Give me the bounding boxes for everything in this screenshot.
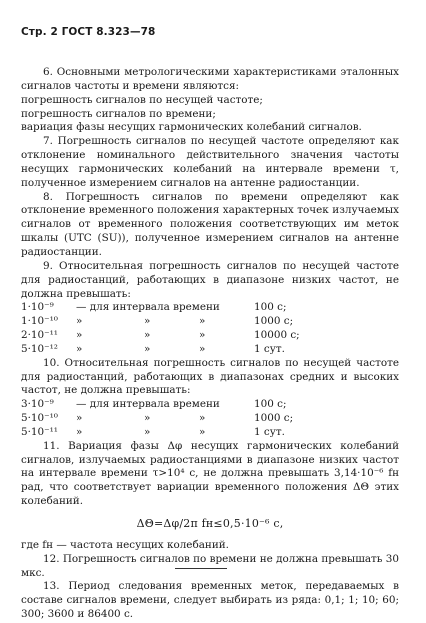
ditto-mark: » [199,412,206,425]
end-divider [175,568,227,569]
table-row [21,412,399,426]
table-cell-interval: 10000 с; [254,329,300,342]
paragraph-10: 10. Относительная погрешность сигналов по несущей частоте для радиостанций, работающих в диапазонах средних и высоких частот, не должна превышать: [21,356,399,397]
table-cell-interval: 1000 с; [254,315,294,328]
table-cell-text: — для интервала времени [76,398,220,411]
ditto-mark: » [144,425,151,438]
table-cell-value: 5·10⁻¹¹ [21,425,58,438]
paragraph-11: 11. Вариация фазы Δφ несущих гармонических колебаний сигналов, излучаемых радиостанциями в диапазоне низких частот на интервале времени τ>10⁴ с, не должна превышать 3,14·10⁻⁶ fн рад, что соответствует вариации временного положения ΔΘ этих колебаний. [21,439,399,508]
table-row [21,315,399,329]
paragraph-6: 6. Основными метрологическими характеристиками эталонных сигналов частоты и времени являются: [21,66,399,92]
list-item: вариация фазы несущих гармонических колебаний сигналов. [21,121,362,134]
paragraph-8: 8. Погрешность сигналов по времени определяют как отклонение временного положения характерных точек излучаемых сигналов от временного положения соответствующих им меток шкалы (UTC (SU)), полученное измерением сигналов на антенне радиостанции. [21,190,399,258]
table-row [21,343,399,357]
formula-explanation: где fн — частота несущих колебаний. [21,538,229,551]
table-row [21,301,399,315]
table-row [21,426,399,440]
table-cell-interval: 100 с; [254,398,287,411]
table-row [21,329,399,343]
tolerance-table-9 [21,301,399,356]
tolerance-table-10 [21,398,399,440]
document-body [21,66,399,622]
formula: ΔΘ=Δφ/2π fн≤0,5·10⁻⁶ с, [136,517,284,530]
list-item: погрешность сигналов по времени; [21,107,216,120]
ditto-mark: » [199,315,206,328]
list-item: погрешность сигналов по несущей частоте; [21,93,263,106]
table-cell-value: 2·10⁻¹¹ [21,329,58,342]
paragraph-13: 13. Период следования временных меток, передаваемых в составе сигналов времени, следует выбирать из ряда: 0,1; 1; 10; 60; 300; 3600 и 86400 с. [21,580,399,621]
table-cell-value: 5·10⁻¹² [21,342,58,355]
table-cell-value: 1·10⁻¹⁰ [21,315,58,328]
ditto-mark: » [144,342,151,355]
table-cell-interval: 1000 с; [254,412,294,425]
table-cell-value: 5·10⁻¹⁰ [21,412,58,425]
ditto-mark: » [199,329,206,342]
ditto-mark: » [76,342,83,355]
ditto-mark: » [199,342,206,355]
table-cell-interval: 1 сут. [254,425,285,438]
table-cell-value: 1·10⁻⁹ [21,301,54,314]
table-cell-value: 3·10⁻⁹ [21,398,54,411]
ditto-mark: » [199,425,206,438]
ditto-mark: » [144,412,151,425]
table-cell-text: — для интервала времени [76,301,220,314]
paragraph-7: 7. Погрешность сигналов по несущей частоте определяют как отклонение номинального действительного значения частоты несущих гармонических колебаний на интервале времени τ, полученное измерением сигналов на антенне радиостанции. [21,135,399,189]
table-row [21,398,399,412]
ditto-mark: » [144,329,151,342]
ditto-mark: » [76,315,83,328]
table-cell-interval: 100 с; [254,301,287,314]
ditto-mark: » [144,315,151,328]
page-header: Стр. 2 ГОСТ 8.323—78 [21,26,156,38]
table-cell-interval: 1 сут. [254,342,285,355]
paragraph-12: 12. Погрешность сигналов по времени не должна превышать 30 мкс. [21,552,399,579]
paragraph-9: 9. Относительная погрешность сигналов по несущей частоте для радиостанций, работающих в диапазоне низких частот, не должна превышать: [21,259,399,300]
ditto-mark: » [76,425,83,438]
ditto-mark: » [76,329,83,342]
ditto-mark: » [76,412,83,425]
